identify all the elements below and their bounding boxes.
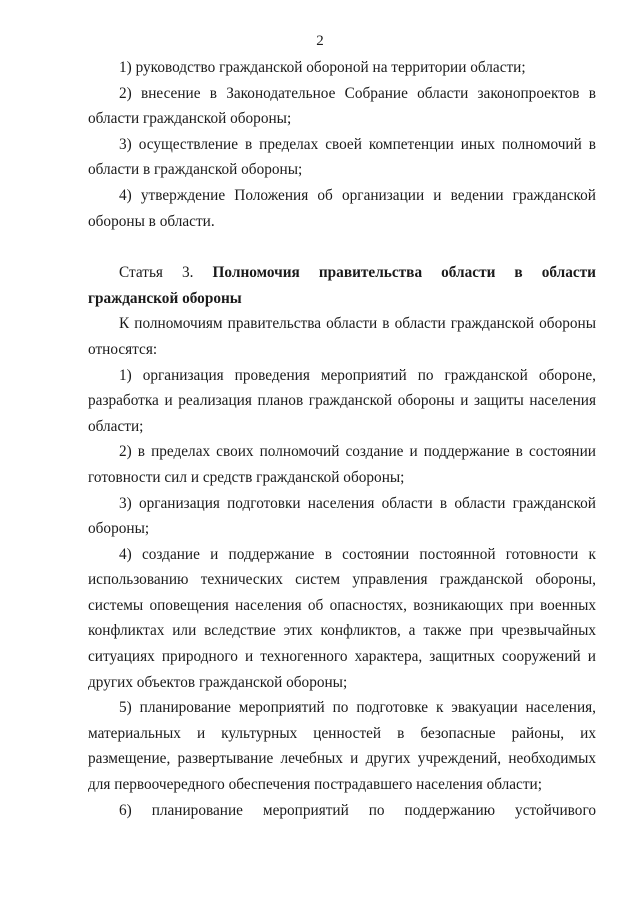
list-item: 2) внесение в Законодательное Собрание области законопроектов в области гражданской обороны; [88,84,596,128]
list-item: 1) руководство гражданской обороной на территории области; [119,59,526,76]
section-spacer [88,234,596,260]
page-number: 2 [316,33,324,49]
article-heading [88,260,596,311]
list-item: 1) организация проведения мероприятий по гражданской обороне, разработка и реализация планов гражданской обороны и защиты населения области; [88,366,596,435]
article-intro: К полномочиям правительства области в области гражданской обороны относятся: [88,315,596,358]
list-item: 5) планирование мероприятий по подготовке к эвакуации населения, материальных и культурных ценностей в безопасные районы, их размещение, развертывание лечебных и других учреждений, необходимых для первоочередного обеспечения пострадавшего населения области; [88,699,596,794]
list-item: 4) создание и поддержание в состоянии постоянной готовности к использованию технических систем управления гражданской обороны, системы оповещения населения об опасностях, возникающих при военных конфликтах или вследствие этих конфликтов, а также при чрезвычайных ситуациях природного и техногенного характера, защитных сооружений и других объектов гражданской обороны; [88,545,596,691]
article-title: Полномочия правительства области в области гражданской обороны [88,264,596,307]
list-item: 6) планирование мероприятий по поддержанию устойчивого [119,801,596,819]
document-body [88,55,596,823]
article-label: Статья 3. [119,264,194,282]
list-item: 3) осуществление в пределах своей компетенции иных полномочий в области в гражданской обороны; [88,135,596,179]
list-item: 3) организация подготовки населения области в области гражданской обороны; [88,494,596,538]
list-item: 2) в пределах своих полномочий создание и поддержание в состоянии готовности сил и средств гражданской обороны; [88,443,596,486]
list-item: 4) утверждение Положения об организации и ведении гражданской обороны в области. [88,186,596,230]
